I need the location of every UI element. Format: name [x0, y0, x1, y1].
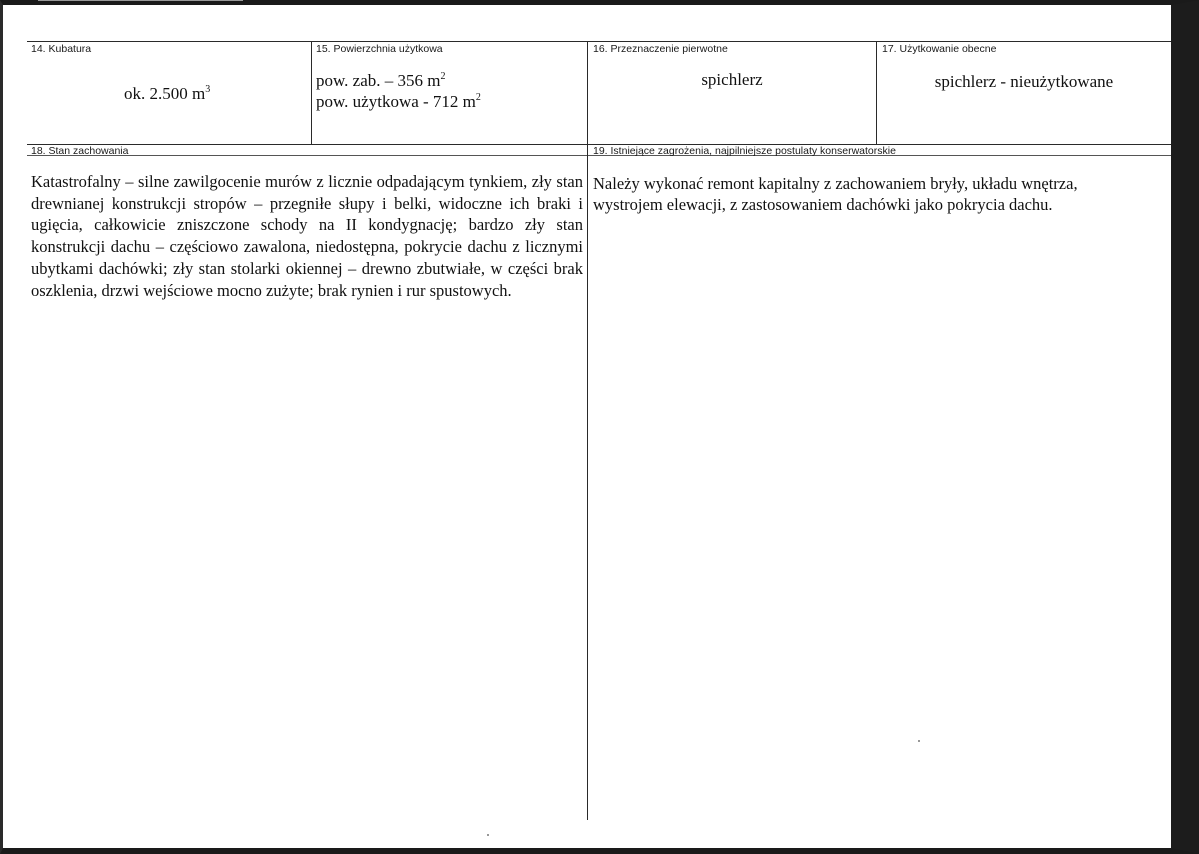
- divider-16-17: [876, 41, 877, 144]
- conservation-postulate-line-1: Należy wykonać remont kapitalny z zachowaniem bryły, układu wnętrza,: [593, 174, 1078, 193]
- original-purpose-value: spichlerz: [701, 70, 763, 89]
- divider-15-16: [587, 41, 588, 820]
- field-17-label: 17. Użytkowanie obecne: [882, 43, 997, 55]
- top-edge-mark: [38, 0, 243, 1]
- field-16-label: 16. Przeznaczenie pierwotne: [593, 43, 728, 55]
- field-18-label: 18. Stan zachowania: [31, 145, 129, 157]
- condition-text: Katastrofalny – silne zawilgocenie murów z licznie odpadającym tynkiem, zły stan drewnianej konstrukcji stropów – przegniłe słupy i belki, widoczne ich braki i ugięcia, całkowicie zniszczone schody na II kondygnację; bardzo zły stan konstrukcji dachu – częściowo zawalona, niedostępna, pokrycie dachu z licznymi ubytkami dachówki; zły stan stolarki okiennej – drewno zbutwiałe, w części brak oszklenia, drzwi wejściowe mocno zużyte; brak rynien i rur spustowych.: [31, 172, 583, 300]
- divider-14-15: [311, 41, 312, 144]
- row1-top-line: [27, 41, 1171, 42]
- current-use-value: spichlerz - nieużytkowane: [934, 72, 1114, 91]
- usable-area-value: pow. użytkowa - 712 $m^2$: [316, 92, 481, 111]
- volume-value: ok. 2.500 $m^3$: [124, 84, 211, 103]
- field-15-label: 15. Powierzchnia użytkowa: [316, 43, 443, 55]
- scan-speck: [487, 834, 489, 836]
- conservation-postulate-line-2: wystrojem elewacji, z zastosowaniem dachówki jako pokrycia dachu.: [593, 195, 1053, 214]
- field-19-label: 19. Istniejące zagrożenia, najpilniejsze postulaty konserwatorskie: [593, 145, 896, 157]
- built-area-value: pow. zab. – 356 $m^2$: [316, 71, 446, 90]
- scan-speck: [918, 740, 920, 742]
- field-14-label: 14. Kubatura: [31, 43, 92, 55]
